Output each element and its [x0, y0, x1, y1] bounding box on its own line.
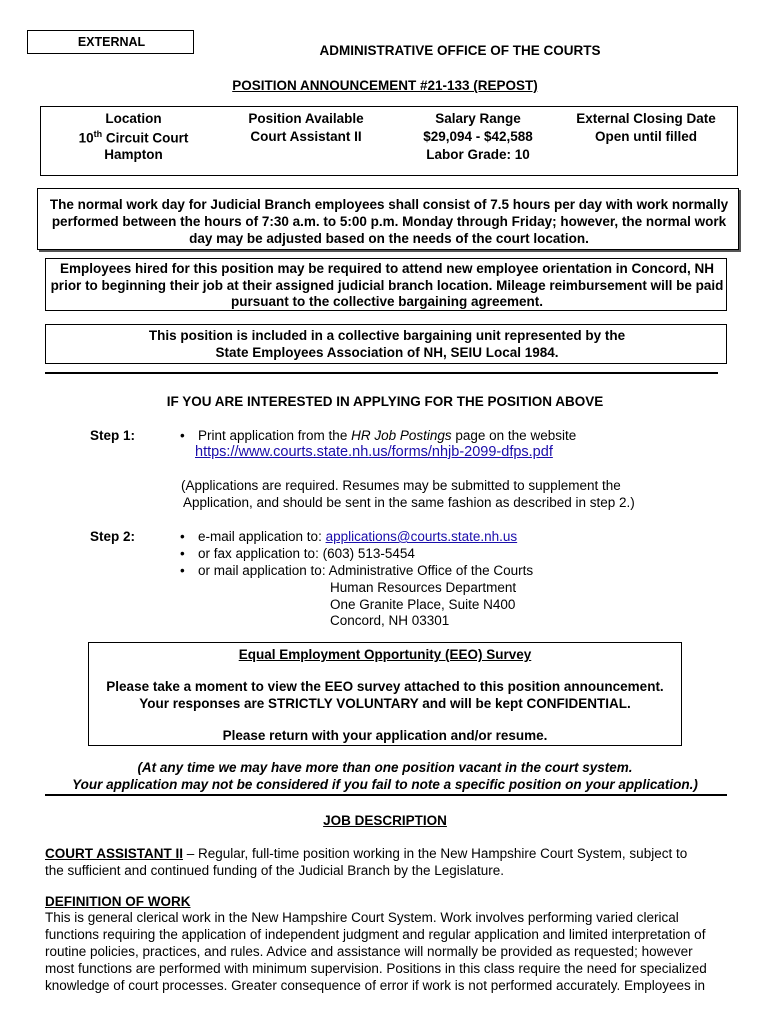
- definition-line-2: functions requiring the application of independent judgment and regular application and limited interpretation of: [45, 927, 706, 942]
- union-line2: State Employees Association of NH, SEIU Local 1984.: [215, 345, 559, 360]
- step1-note-line1: (Applications are required. Resumes may be submitted to supplement the: [181, 478, 621, 493]
- labor-grade: Labor Grade: 10: [426, 147, 530, 162]
- workday-text: The normal work day for Judicial Branch employees shall consist of 7.5 hours per day with work normally performed between the hours of 7:30 a.m. to 5:00 p.m. Monday through Friday; however, the normal work day may be adjusted based on the needs of the court location.: [49, 197, 729, 246]
- step1-label: Step 1:: [90, 428, 136, 443]
- bullet-icon: •: [180, 428, 185, 443]
- definition-line-5: knowledge of court processes. Greater consequence of error if work is not performed accurately. Employees in: [45, 978, 706, 993]
- eeo-line3: Please return with your application and/or resume.: [222, 728, 548, 743]
- mail-address-line4: Concord, NH 03301: [330, 613, 450, 628]
- eeo-box: [88, 642, 682, 746]
- closing-value: Open until filled: [595, 129, 697, 144]
- apply-heading: IF YOU ARE INTERESTED IN APPLYING FOR THE POSITION ABOVE: [166, 394, 604, 409]
- position-title-label: COURT ASSISTANT II: [45, 846, 183, 861]
- closing-header: External Closing Date: [576, 111, 716, 126]
- position-value: Court Assistant II: [250, 129, 362, 144]
- definition-line-4: most functions are performed with minimum supervision. Positions in this class require the need for specialized: [45, 961, 707, 976]
- external-tag: EXTERNAL: [77, 35, 146, 49]
- salary-header: Salary Range: [435, 111, 521, 126]
- orientation-text: Employees hired for this position may be required to attend new employee orientation in Concord, NH prior to beginning their job at their assigned judicial branch location. Mileage reimbursement will be paid pursuant to the collective bargaining agreement.: [50, 261, 724, 309]
- mail-address-line2: Human Resources Department: [330, 580, 517, 595]
- location-header: Location: [105, 111, 162, 126]
- eeo-title: Equal Employment Opportunity (EEO) Survey: [238, 647, 532, 662]
- application-pdf-link[interactable]: https://www.courts.state.nh.us/forms/nhjb-2099-dfps.pdf: [195, 444, 553, 460]
- union-notice: [45, 324, 727, 364]
- definition-line-3: routine policies, practices, and rules. Advice and assistance will normally be provided as requested; however: [45, 944, 693, 959]
- definition-heading: DEFINITION OF WORK: [45, 894, 191, 909]
- email-bullet: • e-mail application to: applications@courts.state.nh.us: [180, 529, 518, 544]
- vacancy-note-line2: Your application may not be considered if you fail to note a specific position on your application.): [72, 777, 698, 792]
- eeo-line1: Please take a moment to view the EEO survey attached to this position announcement.: [106, 679, 664, 694]
- location-value: 10th Circuit Court: [78, 129, 189, 146]
- email-link[interactable]: applications@courts.state.nh.us: [325, 529, 518, 544]
- location-city: Hampton: [104, 147, 163, 162]
- mail-bullet: • or mail application to: Administrative Office of the Courts: [180, 563, 534, 578]
- step1-note-line2: Application, and should be sent in the same fashion as described in step 2.): [183, 495, 635, 510]
- orientation-notice: [45, 258, 727, 311]
- eeo-line2: Your responses are STRICTLY VOLUNTARY and will be kept CONFIDENTIAL.: [139, 696, 631, 711]
- bullet-icon: •: [180, 563, 185, 578]
- job-description-heading: JOB DESCRIPTION: [323, 813, 447, 828]
- step2-label: Step 2:: [90, 529, 136, 544]
- bullet-icon: •: [180, 529, 185, 544]
- union-line1: This position is included in a collective bargaining unit represented by the: [148, 328, 626, 343]
- step1-bullet: • Print application from the HR Job Postings page on the website: [180, 428, 577, 443]
- definition-line-1: This is general clerical work in the New Hampshire Court System. Work involves performing varied clerical: [45, 910, 679, 925]
- workday-notice: [37, 188, 739, 250]
- salary-value: $29,094 - $42,588: [423, 129, 533, 144]
- office-title: ADMINISTRATIVE OFFICE OF THE COURTS: [319, 43, 601, 58]
- position-title-line1: COURT ASSISTANT II – Regular, full-time position working in the New Hampshire Court System, subject to: [45, 846, 688, 861]
- vacancy-divider: [45, 794, 727, 796]
- position-title-line2: the sufficient and continued funding of the Judicial Branch by the Legislature.: [45, 863, 505, 878]
- section-divider: [45, 372, 718, 374]
- position-table: [40, 106, 738, 176]
- fax-bullet: • or fax application to: (603) 513-5454: [180, 546, 415, 561]
- vacancy-note-line1: (At any time we may have more than one position vacant in the court system.: [137, 760, 633, 775]
- mail-address-line3: One Granite Place, Suite N400: [330, 597, 516, 612]
- position-header: Position Available: [248, 111, 364, 126]
- announcement-title: POSITION ANNOUNCEMENT #21-133 (REPOST): [232, 78, 538, 93]
- bullet-icon: •: [180, 546, 185, 561]
